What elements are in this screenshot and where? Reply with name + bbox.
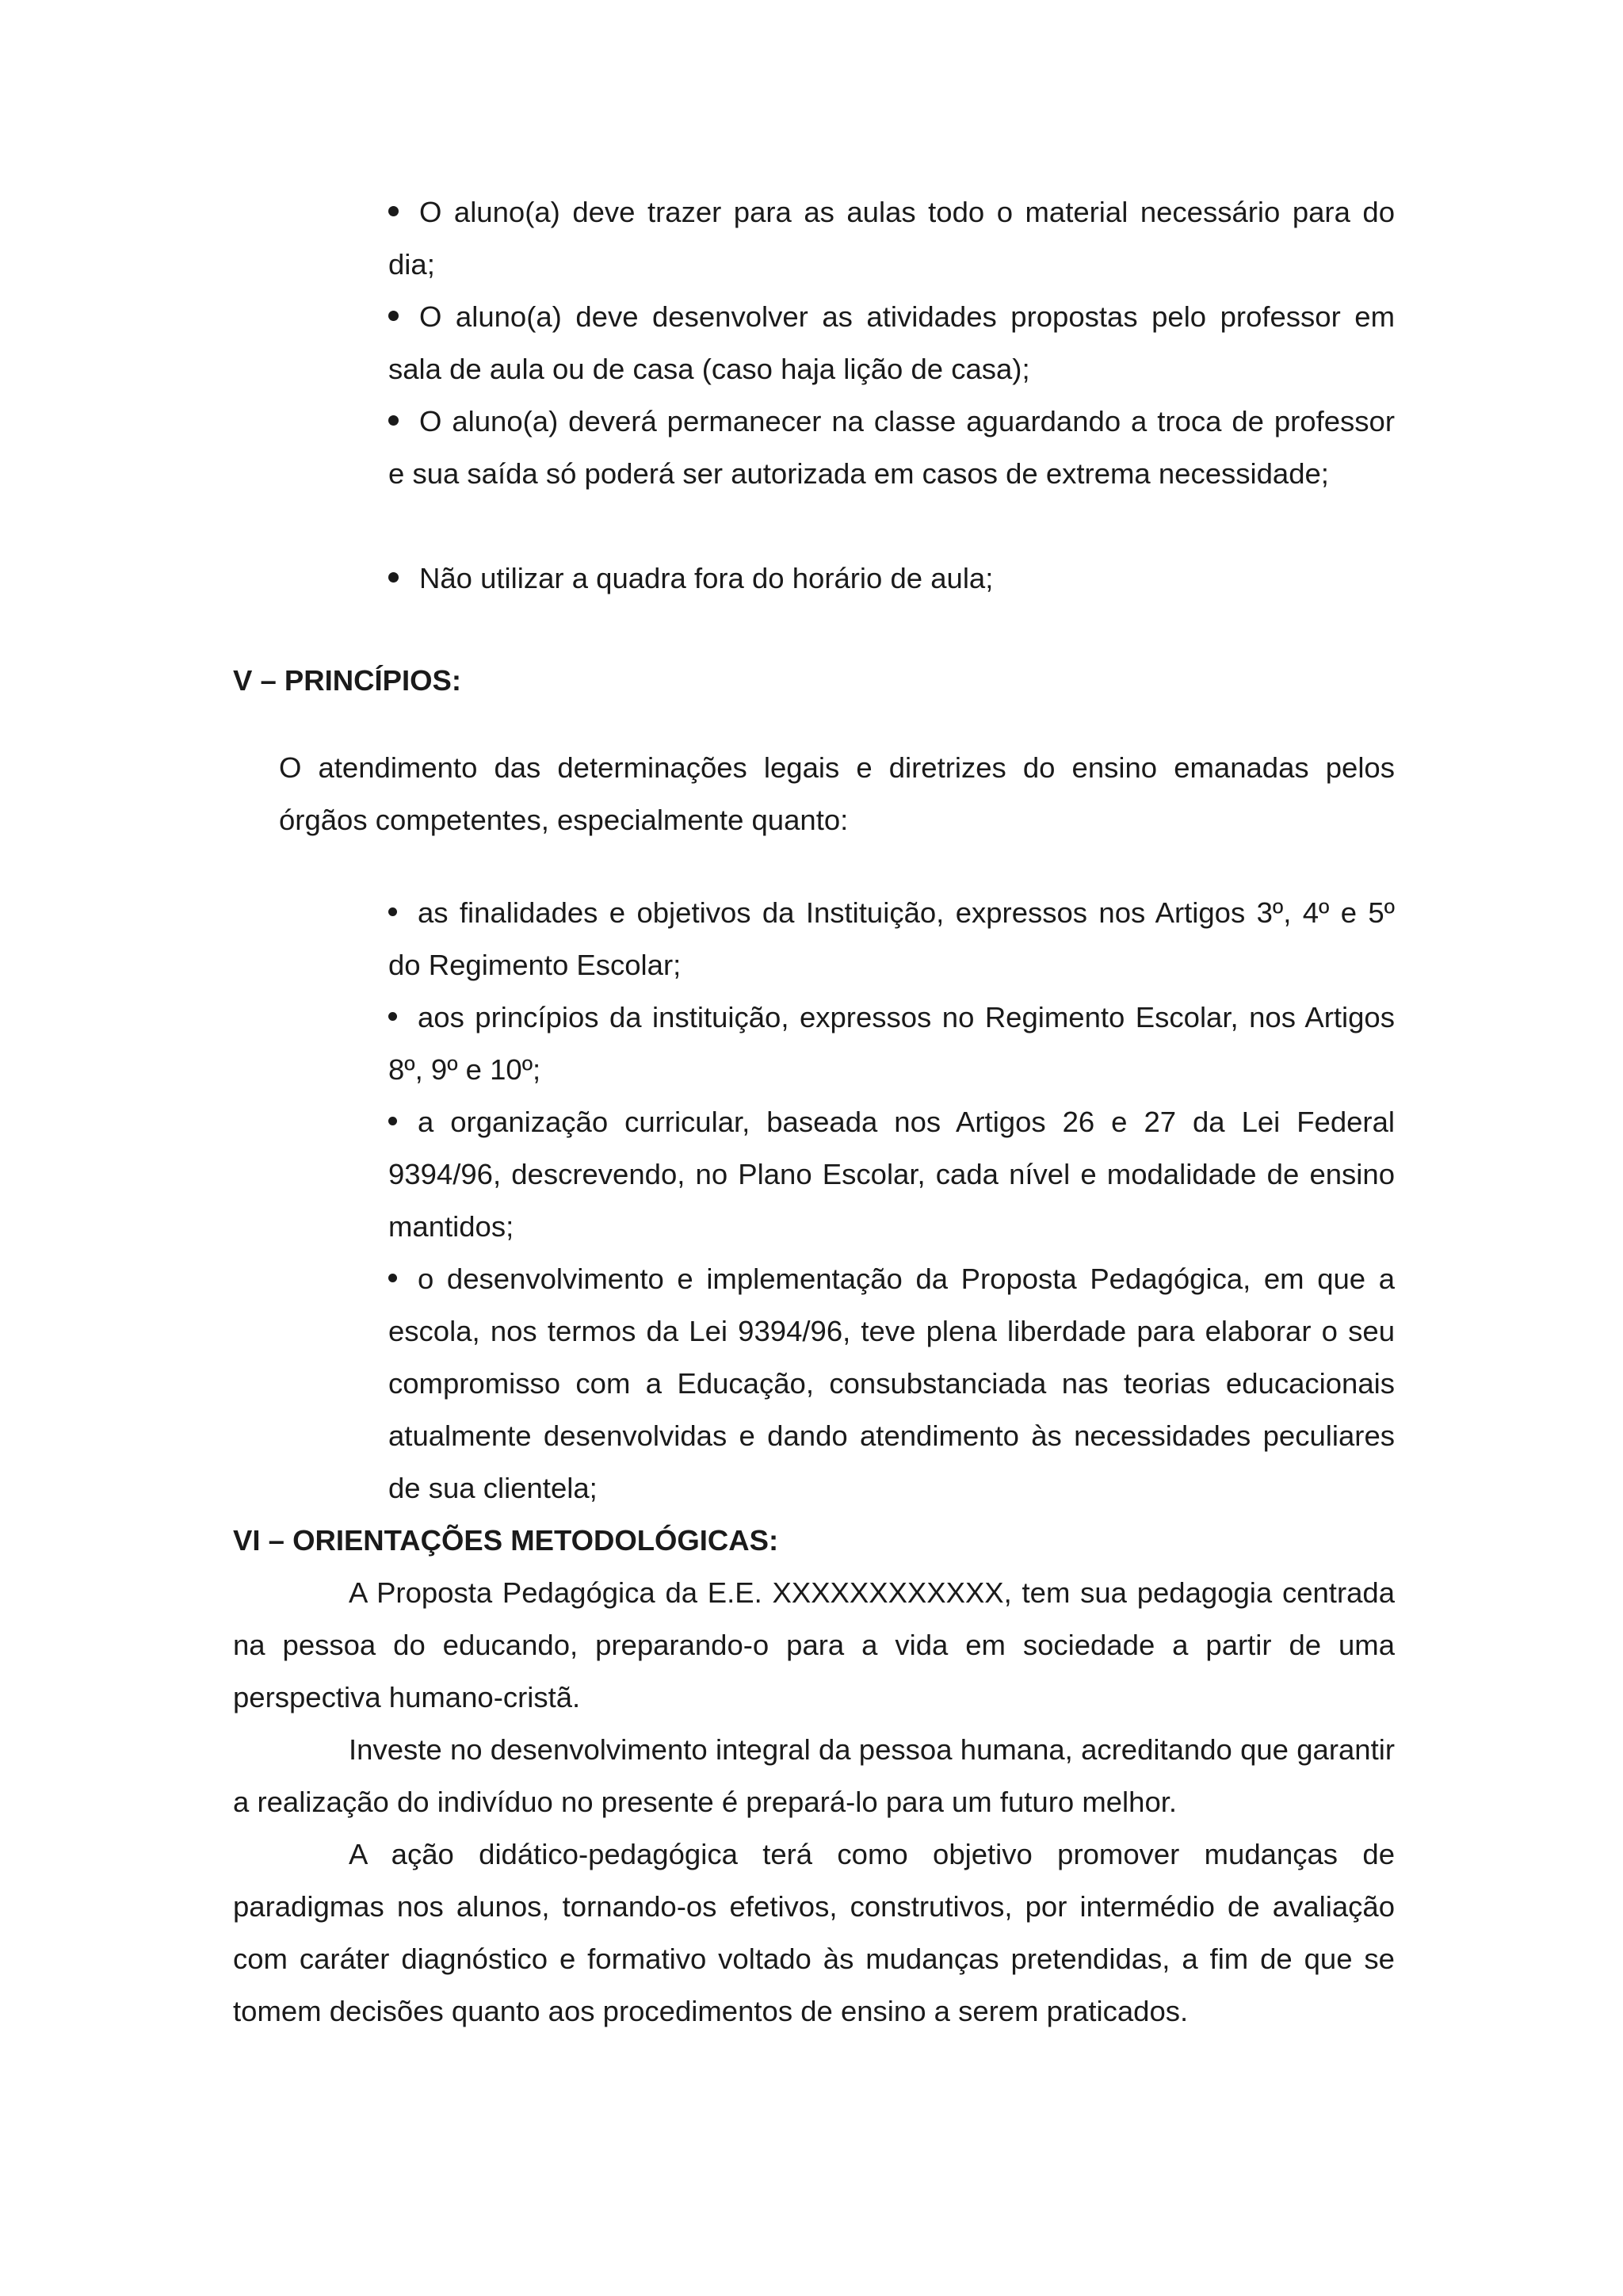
list-item-text: O aluno(a) deve trazer para as aulas todo o material necessário para do dia; bbox=[388, 196, 1395, 281]
bullet-icon bbox=[388, 1012, 397, 1021]
section-v-intro: O atendimento das determinações legais e diretrizes do ensino emanadas pelos órgãos competentes, especialmente quanto: bbox=[279, 751, 1395, 836]
list-item bbox=[388, 991, 1395, 1096]
bullet-icon bbox=[388, 311, 399, 321]
list-item bbox=[388, 395, 1395, 552]
list-item-text: a organização curricular, baseada nos Artigos 26 e 27 da Lei Federal 9394/96, descrevendo, no Plano Escolar, cada nível e modalidade de ensino mantidos; bbox=[388, 1106, 1395, 1243]
paragraph: A ação didático-pedagógica terá como objetivo promover mudanças de paradigmas nos alunos, tornando-os efetivos, construtivos, por intermédio de avaliação com caráter diagnóstico e formativo voltado às mudanças pretendidas, a fim de que se tomem decisões quanto aos procedimentos de ensino a serem praticados. bbox=[233, 1838, 1395, 2027]
bullet-icon bbox=[388, 1117, 397, 1125]
bullet-icon bbox=[388, 572, 399, 583]
list-item-text: Não utilizar a quadra fora do horário de aula; bbox=[419, 562, 994, 594]
list-item bbox=[388, 1253, 1395, 1515]
list-item-text: o desenvolvimento e implementação da Proposta Pedagógica, em que a escola, nos termos da Lei 9394/96, teve plena liberdade para elaborar o seu compromisso com a Educação, consubstanciada nas teorias educacionais atualmente desenvolvidas e dando atendimento às necessidades peculiares de sua clientela; bbox=[388, 1263, 1395, 1504]
bullet-icon bbox=[388, 415, 399, 426]
bullet-icon bbox=[388, 1274, 397, 1282]
list-item bbox=[388, 291, 1395, 395]
bullet-icon bbox=[388, 907, 397, 916]
paragraph: A Proposta Pedagógica da E.E. XXXXXXXXXXXX, tem sua pedagogia centrada na pessoa do educando, preparando-o para a vida em sociedade a partir de uma perspectiva humano-cristã. bbox=[233, 1576, 1395, 1713]
rules-list bbox=[388, 186, 1395, 605]
list-item-text: O aluno(a) deve desenvolver as atividades propostas pelo professor em sala de aula ou de casa (caso haja lição de casa); bbox=[388, 300, 1395, 385]
list-item-text: O aluno(a) deverá permanecer na classe aguardando a troca de professor e sua saída só poderá ser autorizada em casos de extrema necessidade; bbox=[388, 405, 1395, 490]
bullet-icon bbox=[388, 206, 399, 216]
list-item bbox=[388, 552, 1395, 605]
principles-list bbox=[388, 887, 1395, 1515]
list-item-text: aos princípios da instituição, expressos no Regimento Escolar, nos Artigos 8º, 9º e 10º; bbox=[388, 1001, 1395, 1086]
paragraph: Investe no desenvolvimento integral da pessoa humana, acreditando que garantir a realização do indivíduo no presente é prepará-lo para um futuro melhor. bbox=[233, 1733, 1395, 1818]
section-vi-heading: VI – ORIENTAÇÕES METODOLÓGICAS: bbox=[233, 1524, 779, 1557]
list-item bbox=[388, 186, 1395, 291]
list-item bbox=[388, 1096, 1395, 1253]
list-item-text: as finalidades e objetivos da Instituição, expressos nos Artigos 3º, 4º e 5º do Regimento Escolar; bbox=[388, 896, 1395, 981]
section-v-heading: V – PRINCÍPIOS: bbox=[233, 664, 462, 697]
list-item bbox=[388, 887, 1395, 991]
